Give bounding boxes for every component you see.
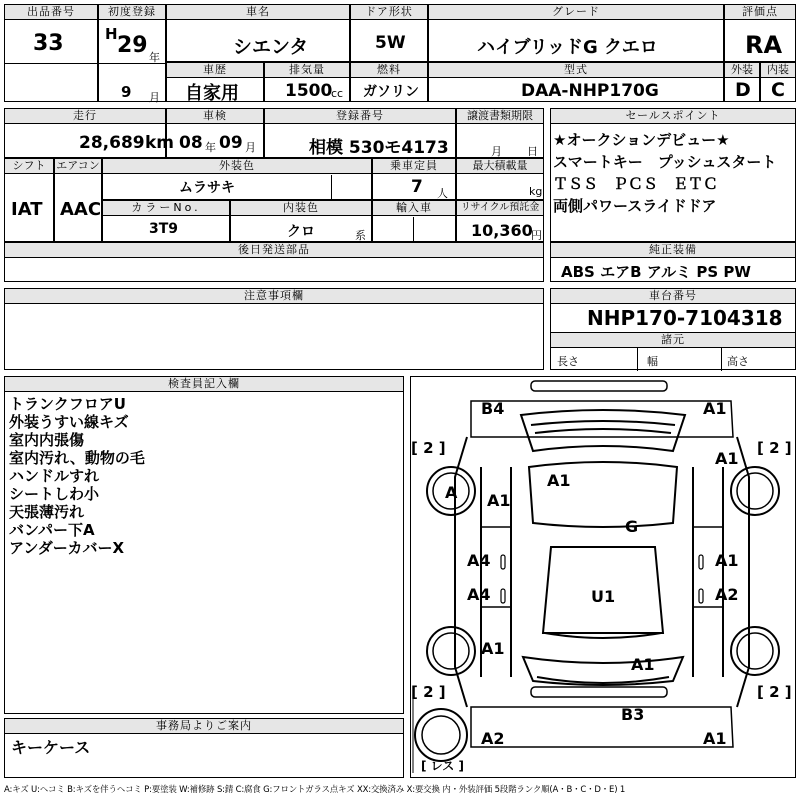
shift-box	[4, 158, 54, 242]
lot-box	[4, 4, 98, 102]
equipment-label: 純正装備	[551, 243, 795, 258]
reg-no: 相模 530モ4173	[309, 138, 449, 158]
inspector-line: シートしわ小	[9, 485, 100, 503]
door-box	[350, 4, 428, 62]
car-name-box	[166, 4, 350, 62]
tire-rear-right: [ 2 ]	[757, 683, 792, 701]
office-box	[4, 718, 404, 778]
score-box	[724, 4, 796, 62]
first-reg-box	[98, 4, 166, 102]
mark-a: A	[445, 483, 458, 502]
car-name-label: 車名	[167, 5, 349, 20]
ext-label: 外装	[725, 63, 759, 78]
sales-point-line: 両側パワースライドドア	[553, 197, 717, 215]
load-unit: kg	[529, 185, 543, 198]
mark-a1: A1	[715, 551, 739, 570]
int-grade: C	[771, 79, 785, 101]
mark-g: G	[625, 517, 639, 536]
score: RA	[745, 31, 783, 59]
mark-a4: A4	[467, 551, 491, 570]
mark-a1: A1	[631, 655, 655, 674]
office-note: キーケース	[11, 738, 91, 757]
color-no-box	[102, 200, 230, 242]
capacity: 7	[411, 177, 423, 197]
color-box	[102, 158, 372, 200]
fuel-label: 燃料	[351, 63, 427, 78]
inspection-label: 車検	[167, 109, 263, 124]
color-label: 外装色	[103, 159, 371, 174]
ac-box	[54, 158, 102, 242]
import-box	[372, 200, 456, 242]
spec-length: 長さ	[557, 355, 579, 368]
mark-a4: A4	[467, 585, 491, 604]
legend: A:キズ U:ヘコミ B:キズを伴うヘコミ P:要塗装 W:補修跡 S:錆 C:腐食 G:フロントガラス点キズ XX:交換済み X:要交換 内・外装評価 5段階ランク順(A・B・C・D・E) 1	[4, 785, 626, 795]
model-box	[428, 62, 724, 102]
insp-month: 09	[219, 133, 243, 153]
mark-u1: U1	[591, 587, 616, 606]
grade-label: グレード	[429, 5, 723, 20]
year: 29	[117, 33, 148, 58]
car-name: シエンタ	[233, 36, 309, 58]
car-diagram	[411, 377, 794, 776]
insp-year: 08	[179, 133, 203, 153]
recycle-box	[456, 200, 544, 242]
mark-b4: B4	[481, 399, 505, 418]
grade: ハイブリッドG クエロ	[477, 37, 658, 58]
first-reg-label: 初度登録	[99, 5, 165, 20]
mark-a2: A2	[715, 585, 739, 604]
sales-points-label: セールスポイント	[551, 109, 795, 124]
inspector-label: 検査員記入欄	[5, 377, 403, 392]
year-unit: 年	[149, 51, 160, 64]
color-no: 3T9	[149, 221, 179, 237]
km-unit: km	[145, 133, 175, 153]
month-unit: 月	[149, 91, 160, 104]
displacement-box	[264, 62, 350, 102]
recycle-unit: 円	[531, 229, 542, 242]
ext-grade: D	[735, 79, 751, 101]
tire-rear-left: [ 2 ]	[411, 683, 446, 701]
inspection-box	[166, 108, 264, 158]
inspector-line: ハンドルすれ	[9, 467, 100, 485]
sales-point-line: スマートキー プッシュスタート	[553, 153, 777, 171]
int-color: クロ	[287, 224, 315, 240]
color-no-label: カラーNo.	[103, 201, 229, 216]
inspector-line: 天張薄汚れ	[9, 503, 85, 521]
ext-box	[724, 62, 760, 102]
era: H	[105, 25, 118, 43]
equipment: ABS エアB アルミ PS PW	[561, 263, 751, 281]
office-label: 事務局よりご案内	[5, 719, 403, 734]
inspector-line: 外装うすい線キズ	[9, 413, 129, 431]
model: DAA-NHP170G	[521, 81, 659, 101]
spec-height: 高さ	[727, 355, 749, 368]
spec-width: 幅	[647, 355, 658, 368]
int-color-label: 内装色	[231, 201, 371, 216]
later-parts-label: 後日発送部品	[5, 243, 543, 258]
inspector-line: 室内汚れ、動物の毛	[9, 449, 145, 467]
chassis-box	[550, 288, 796, 370]
score-label: 評価点	[725, 5, 795, 20]
sales-point-line: ★オークションデビュー★	[553, 131, 730, 149]
mark-a1: A1	[481, 639, 505, 658]
sales-points-box	[550, 108, 796, 242]
shift-label: シフト	[5, 159, 53, 174]
mileage-label: 走行	[5, 109, 165, 124]
notes-box	[4, 288, 544, 370]
color: ムラサキ	[179, 180, 235, 196]
cc-unit: cc	[331, 87, 344, 100]
inspector-box	[4, 376, 404, 714]
lot-number: 33	[33, 31, 64, 56]
equipment-box	[550, 242, 796, 282]
int-label: 内装	[761, 63, 795, 78]
tire-front-left: [ 2 ]	[411, 439, 446, 457]
chassis-number: NHP170-7104318	[587, 306, 783, 330]
recycle-label: リサイクル預託金	[457, 201, 543, 216]
specs-label: 諸元	[551, 332, 795, 348]
transfer-label: 譲渡書類期限	[457, 109, 543, 124]
tire-front-right: [ 2 ]	[757, 439, 792, 457]
int-color-box	[230, 200, 372, 242]
chassis-label: 車台番号	[551, 289, 795, 304]
later-parts-box	[4, 242, 544, 282]
reg-no-label: 登録番号	[265, 109, 455, 124]
mark-b3: B3	[621, 705, 645, 724]
transfer-day: 日	[527, 145, 538, 158]
mark-a1: A1	[547, 471, 571, 490]
load-label: 最大積載量	[457, 159, 543, 174]
mileage-box	[4, 108, 175, 158]
int-box	[760, 62, 796, 102]
mark-a1: A1	[487, 491, 511, 510]
transfer-box	[456, 108, 544, 158]
inspector-line: 室内内張傷	[9, 431, 85, 449]
import-label: 輸入車	[373, 201, 455, 216]
mark-a2: A2	[481, 729, 505, 748]
insp-year-unit: 年	[205, 141, 216, 154]
fuel: ガソリン	[363, 84, 419, 100]
door-label: ドア形状	[351, 5, 427, 20]
mark-a1: A1	[715, 449, 739, 468]
int-color-unit: 系	[355, 229, 366, 242]
spare-tire: [ レス ]	[421, 759, 464, 773]
load-box	[456, 158, 544, 200]
displacement: 1500	[285, 81, 333, 101]
capacity-label: 乗車定員	[373, 159, 455, 174]
mileage: 28,689	[79, 133, 145, 153]
capacity-unit: 人	[437, 187, 448, 200]
door: 5W	[375, 33, 406, 53]
reg-no-box	[264, 108, 456, 158]
model-label: 型式	[429, 63, 723, 78]
mark-a1: A1	[703, 729, 727, 748]
inspector-line: トランクフロアU	[9, 395, 126, 413]
lot-label: 出品番号	[5, 5, 97, 20]
insp-month-unit: 月	[245, 141, 256, 154]
displacement-label: 排気量	[265, 63, 349, 78]
recycle: 10,360	[471, 221, 533, 240]
notes-label: 注意事項欄	[5, 289, 543, 304]
history-label: 車歴	[167, 63, 263, 78]
sales-point-line: ＴＳＳ ＰＣＳ ＥＴＣ	[553, 175, 719, 193]
shift: IAT	[11, 199, 43, 220]
month: 9	[121, 83, 132, 101]
ac: AAC	[60, 199, 102, 220]
fuel-box	[350, 62, 428, 102]
capacity-box	[372, 158, 456, 200]
ac-label: エアコン	[56, 159, 100, 172]
history-box	[166, 62, 264, 102]
inspector-line: バンパー下A	[9, 521, 95, 539]
car-diagram-box	[410, 376, 796, 778]
transfer-month: 月	[491, 145, 502, 158]
mark-a1: A1	[703, 399, 727, 418]
inspector-line: アンダーカバーX	[9, 539, 125, 557]
grade-box	[428, 4, 724, 62]
history: 自家用	[185, 83, 239, 104]
